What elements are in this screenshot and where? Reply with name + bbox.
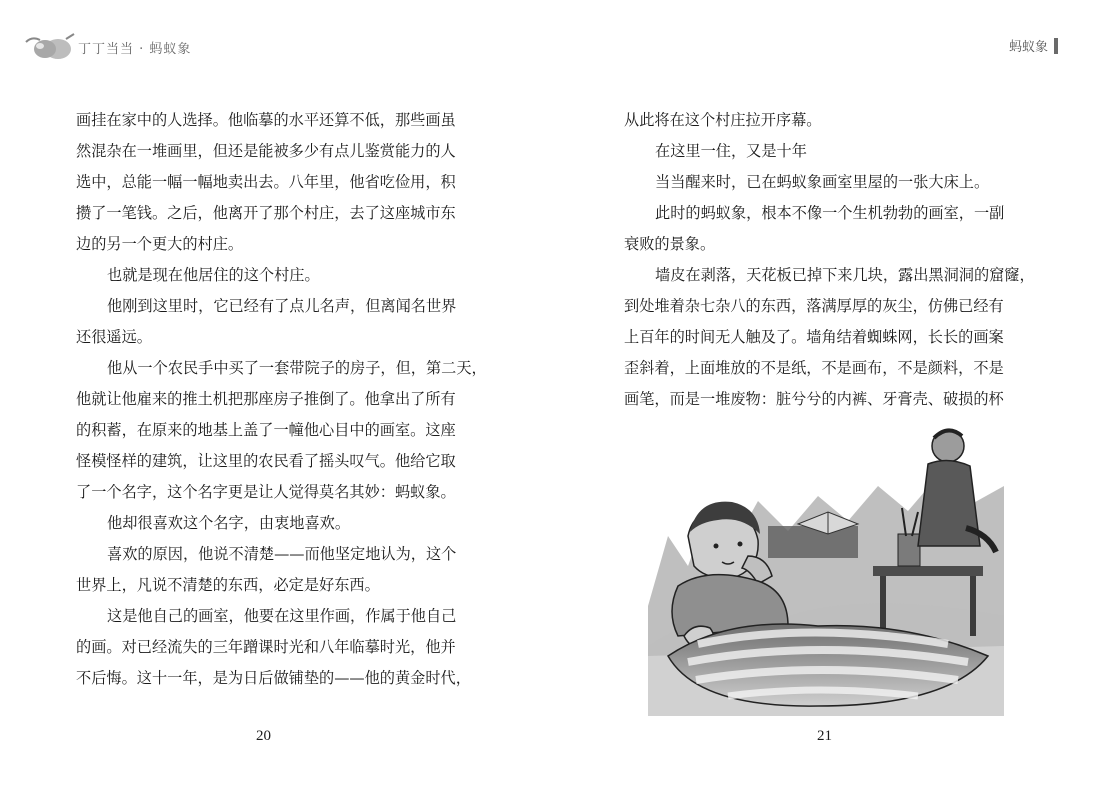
text-line: 还很遥远。 [76,328,152,346]
text-line: 衰败的景象。 [624,235,716,253]
text-line: 边的另一个更大的村庄。 [76,235,244,253]
text-line: 墙皮在剥落，天花板已掉下来几块，露出黑洞洞的窟窿， [655,266,1035,284]
text-line: 从此将在这个村庄拉开序幕。 [624,111,822,129]
text-line: 到处堆着杂七杂八的东西，落满厚厚的灰尘，仿佛已经有 [624,297,1004,315]
text-line: 当当醒来时，已在蚂蚁象画室里屋的一张大床上。 [655,173,990,191]
text-line: 这是他自己的画室，他要在这里作画，作属于他自己 [107,607,457,625]
running-title: 蚂蚁象 [1008,40,1048,55]
text-line: 上百年的时间无人触及了。墙角结着蜘蛛网，长长的画案 [624,328,1004,346]
text-line: 然混杂在一堆画里，但还是能被多少有点儿鉴赏能力的人 [76,142,456,160]
illustration-boy-and-painter [648,416,1004,716]
right-page-body [624,105,1035,415]
text-line: 了一个名字，这个名字更是让人觉得莫名其妙：蚂蚁象。 [76,483,456,501]
text-line: 也就是现在他居住的这个村庄。 [107,266,320,284]
left-page-body [76,105,487,694]
header-bar [1054,38,1058,54]
text-line: 画笔，而是一堆废物：脏兮兮的内裤、牙膏壳、破损的杯 [624,390,1004,408]
text-line: 歪斜着，上面堆放的不是纸，不是画布，不是颜料，不是 [624,359,1004,377]
gourd-logo-icon [22,30,78,64]
text-line: 此时的蚂蚁象，根本不像一个生机勃勃的画室，一副 [655,204,1005,222]
text-line: 他从一个农民手中买了一套带院子的房子，但，第二天， [107,359,487,377]
text-line: 怪模怪样的建筑，让这里的农民看了摇头叹气。他给它取 [76,452,456,470]
text-line: 他却很喜欢这个名字，由衷地喜欢。 [107,514,350,532]
text-line: 在这里一住，又是十年 [655,142,807,160]
series-title: 丁丁当当 · 蚂蚁象 [78,42,192,57]
text-line: 他刚到这里时，它已经有了点儿名声，但离闻名世界 [107,297,457,315]
page-number-left: 20 [256,728,271,744]
text-line: 的画。对已经流失的三年蹭课时光和八年临摹时光，他并 [76,638,456,656]
text-line: 他就让他雇来的推土机把那座房子推倒了。他拿出了所有 [76,390,456,408]
page-number-right: 21 [817,728,832,744]
text-line: 不后悔。这十一年，是为日后做铺垫的——他的黄金时代， [76,669,471,687]
text-line: 世界上，凡说不清楚的东西，必定是好东西。 [76,576,380,594]
text-line: 选中，总能一幅一幅地卖出去。八年里，他省吃俭用，积 [76,173,456,191]
text-line: 的积蓄，在原来的地基上盖了一幢他心目中的画室。这座 [76,421,456,439]
text-line: 画挂在家中的人选择。他临摹的水平还算不低，那些画虽 [76,111,456,129]
text-line: 攒了一笔钱。之后，他离开了那个村庄，去了这座城市东 [76,204,456,222]
text-line: 喜欢的原因，他说不清楚——而他坚定地认为，这个 [107,545,457,563]
